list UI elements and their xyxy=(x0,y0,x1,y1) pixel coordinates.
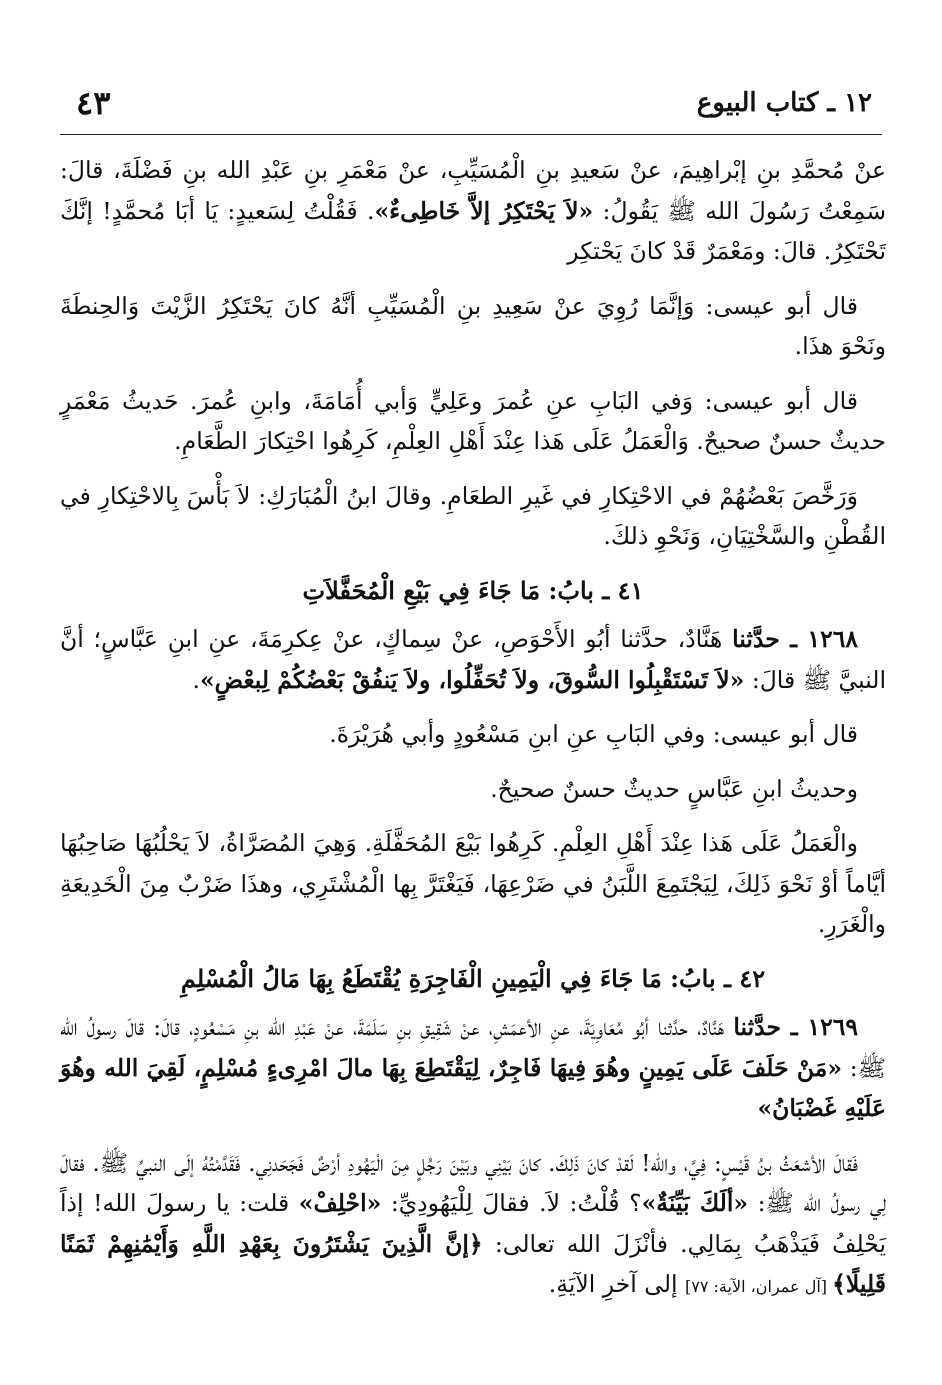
paragraph-text: قلت: يا رسولَ الله! إذاً يَحْلِفُ فَيَذْهَبُ بِمَالِي. فأنْزَلَ الله تعالى: xyxy=(60,1189,886,1258)
hadith-quote: «لاَ يَحْتَكِرُ إلاَّ خَاطِىءٌ» xyxy=(374,196,594,225)
hadith-paragraph xyxy=(60,619,886,700)
hadith-quote: «ألَكَ بَيِّنَةٌ» xyxy=(641,1189,749,1217)
paragraph-text: إلى آخرِ الآيَةِ. xyxy=(548,1270,686,1298)
quran-verse: ﴿إنَّ الَّذِينَ يَشْتَرُونَ بِعَهْدِ اللَّهِ وَأَيْمَٰنِهِمْ ثَمَنًا قَلِيلًا﴾ xyxy=(60,1229,886,1298)
paragraph: قال أبو عيسى: وَإنَّمَا رُوِيَ عنْ سَعِيدِ بنِ الْمُسَيِّبِ أنَّهُ كانَ يَحْتَكِرُ الزَّيْتَ وَالحِنطَةَ ونَحْوَ هذَا. xyxy=(60,291,886,360)
hadith-quote: «لاَ تَسْتَقْبِلُوا السُّوقَ، ولاَ تُحَفِّلُوا، ولاَ يَنفُقْ بَعْضُكُمْ لِبعْضٍ» xyxy=(199,665,745,694)
page-number: ٤٣ xyxy=(76,84,111,122)
paragraph: قال أبو عيسى: وفي البَابِ عنِ ابنِ مَسْعُودٍ وأبي هُرَيْرَةَ. xyxy=(329,720,858,748)
hadith-paragraph xyxy=(60,1007,886,1129)
paragraph: وحديثُ ابنِ عَبَّاسٍ حديثٌ حسنٌ صحيحٌ. xyxy=(490,774,858,803)
verse-reference: [آل عمران، الآية: ٧٧] xyxy=(685,1277,833,1296)
hadith-number: ١٢٦٨ ـ حدَّثنا xyxy=(732,625,859,653)
paragraph-text: هَنَّادٌ، حدَّثنا أبُو مُعَاوِيَةَ، عنِ الأعمَشِ، عنْ شَقِيقِ بنِ سَلَمَةَ، عنْ عَبْدِ الله بنِ مَسْعُودٍ، قالَ: قالَ رسولُ الله ﷺ: xyxy=(60,1013,887,1082)
chapter-heading: ٤٢ ـ بابُ: مَا جَاءَ فِي الْيَمِينِ الْفَاجِرَةِ يُقْتَطَعُ بِهَا مَالُ الْمُسْلِمِ xyxy=(180,963,766,993)
paragraph xyxy=(60,150,886,272)
paragraph: وَرَخَّصَ بَعْضُهُمْ في الاحْتِكارِ في غَيرِ الطعَامِ. وقالَ ابنُ الْمُبَارَكِ: لاَ بَأْسَ بِالاحْتِكارِ في القُطْنِ والسَّخْتِيَانِ، وَنَحْوِ ذلكَ. xyxy=(60,481,886,550)
hadith-number: ١٢٦٩ ـ حدَّثنا xyxy=(733,1013,859,1041)
paragraph-text: فَقالَ الأشعَثُ بنُ قَيْسٍ: فِيَّ، والله! لَقدْ كانَ ذَلِكَ. كانَ بَيْنِي وبَيْنَ رَجُلٍ مِنَ الْيَهُودِ أرْضٌ فَجَحَدنِي. فَقَدَّمْتُهُ إلَى النبيِّ ﷺ. فقالَ لِي رسولُ الله ﷺ: xyxy=(60,1148,886,1217)
paragraph-text: . xyxy=(192,665,200,694)
paragraph: والْعَمَلُ عَلَى هَذا عِنْدَ أَهْلِ العِلْمِ. كَرِهُوا بَيْعَ المُحَفَّلَةِ. وَهِيَ المُصَرَّاةُ، لاَ يَحْلُبُهَا صَاحِبُهَا أيَّاماً أوْ نَحْوَ ذَلِكَ، لِيَجْتَمِعَ اللَّبَنُ في ضَرْعِهَا، فَيَغْتَرَّ بِها الْمُشْتَرِي، وهذَا ضَرْبٌ مِنَ الْخَدِيعَةِ والْغَرَرِ. xyxy=(60,829,886,938)
paragraph-text: هَنَّادٌ، حدَّثنا أبُو الأَحْوَصِ، عنْ سِماكٍ، عنْ عِكرِمَةَ، عنِ ابنِ عَبَّاسٍ؛ أنَّ النبيَّ ﷺ قالَ: xyxy=(60,625,886,694)
paragraph: قال أبو عيسى: وَفي البَابِ عنِ عُمرَ وعَلِيٍّ وَأبي أُمَامَةَ، وابنِ عُمرَ. حَديثُ مَعْمَرٍ حديثٌ حسنٌ صحيحٌ. وَالْعَمَلُ عَلَى هَذا عِنْدَ أَهْلِ العِلْمِ، كَرِهُوا احْتِكارَ الطَّعَامِ. xyxy=(60,386,886,455)
paragraph xyxy=(60,1143,886,1308)
header-title: ١٢ ـ كتاب البيوع xyxy=(696,88,872,118)
hadith-quote: «مَنْ حَلَفَ عَلَى يَمِينٍ وهُوَ فِيهَا فَاجِرٌ، لِيَقْتَطِعَ بِهَا مالَ امْرِىءٍ مُسْلِمٍ، لَقِيَ الله وهُوَ عَلَيْهِ غَضْبَانُ» xyxy=(60,1053,886,1122)
paragraph-text: . فَقُلْتُ لِسَعيدٍ: يَا أبَا مُحمَّدٍ! إنَّكَ تَحْتَكِرُ. قالَ: ومَعْمَرٌ قَدْ كانَ يَحْتكِر xyxy=(60,196,886,265)
paragraph-text: ؟ قُلْتُ: لاَ. فقالَ لِلْيَهُودِيِّ: xyxy=(381,1189,642,1217)
paragraph-text: عنْ مُحمَّدِ بنِ إبْراهِيمَ، عنْ سَعيدِ بنِ الْمُسَيِّبِ، عنْ مَعْمَرِ بنِ عَبْدِ الله بنِ فَضْلَةَ، قالَ: سَمِعْتُ رَسُولَ الله ﷺ يَقُولُ: xyxy=(60,156,887,225)
page-body xyxy=(60,150,886,1322)
hadith-quote: «احْلِفْ» xyxy=(298,1189,382,1217)
chapter-heading: ٤١ ـ بابُ: مَا جَاءَ فِي بَيْعِ الْمُحَفَّلاَتِ xyxy=(302,575,644,605)
page-header xyxy=(60,78,882,135)
